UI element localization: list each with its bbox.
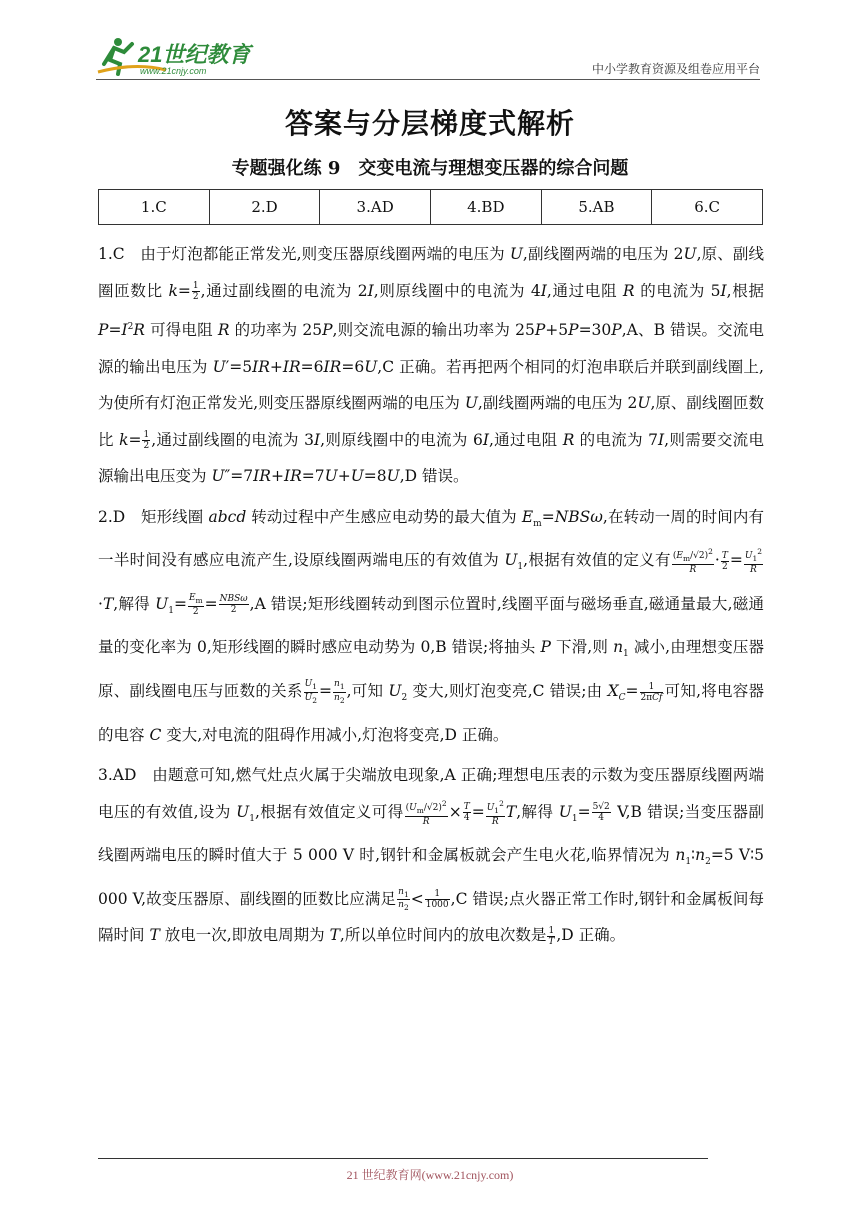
answer-row xyxy=(99,190,763,225)
answer-cell: 6.C xyxy=(652,190,763,225)
solution-body xyxy=(98,236,764,958)
page-subtitle: 专题强化练 9 交变电流与理想变压器的综合问题 xyxy=(231,158,629,179)
svg-text:21世纪教育: 21世纪教育 xyxy=(138,42,251,67)
solution-3: 3.AD 由题意可知,燃气灶点火属于尖端放电现象,A 正确;理想电压表的示数为变压器原线圈两端电压的有效值,设为 $U_1$,根据有效值定义可得 $\frac{(U_m/√2)^2}{R}$ × $\frac{T}{4}$ = $\frac{U_1^2}{R}$ T,解得 $U_1=$ $\frac{5√2}{4}$ V,B 错误;当变压器副线圈两端电压的瞬时值大于 5 000 V 时,钢针和金属板就会产生电火花,临界情况为 $n_1∶n_2=5$ V∶5 000 V,故变压器原、副线圈的匝数比应满足 $\frac{n_1}{n_2}$ < $\frac{1}{1000}$ ,C 错误;点火器正常工作时,钢针和金属板间每隔时间 T 放电一次,即放电周期为 T,所以单位时间内的放电次数是 $\frac{1}{T}$ ,D 正确。 xyxy=(98,766,764,947)
page-header xyxy=(96,34,760,80)
answer-cell: 3.AD xyxy=(320,190,431,225)
page-footer: 21 世纪教育网(www.21cnjy.com) xyxy=(346,1168,514,1182)
solution-2: 2.D 矩形线圈 abcd 转动过程中产生感应电动势的最大值为 $E_m=NBS\omega$,在转动一周的时间内有一半时间没有感应电流产生,设原线圈两端电压的有效值为 $U_1$,根据有效值的定义有 $\frac{(E_m/√2)^2}{R}$ · $\frac{T}{2}$ = $\frac{U_1^2}{R}$ ·T,解得 $U_1=$ $\frac{E_m}{2}$ = $\frac{\text{NBSω}}{2}$ ,A 错误;矩形线圈转动到图示位置时,线圈平面与磁场垂直,磁通量最大,磁通量的变化率为 0,矩形线圈的瞬时感应电动势为 0,B 错误;将抽头 P 下滑,则 $n_1$ 减小,由理想变压器原、副线圈电压与匝数的关系 $\frac{U_1}{U_2}$ = $\frac{n_1}{n_2}$ ,可知 $U_2$ 变大,则灯泡变亮,C 错误;由 $X_C=$ $\frac{1}{\text{2πCf}}$ 可知,将电容器的电容 C 变大,对电流的阻碍作用减小,灯泡将变亮,D 正确。 xyxy=(98,507,765,744)
answer-table xyxy=(98,189,763,225)
answer-cell: 4.BD xyxy=(430,190,541,225)
logo-icon xyxy=(96,34,266,78)
svg-text:www.21cnjy.com: www.21cnjy.com xyxy=(140,66,207,76)
solution-1: 1.C 由于灯泡都能正常发光,则变压器原线圈两端的电压为 U,副线圈两端的电压为 2U,原、副线圈匝数比 k= $\frac{1}{2}$ ,通过副线圈的电流为 2I,则原线圈中的电流为 4I,通过电阻 R 的电流为 5I,根据 $P=I^2R$ 可得电阻 R 的功率为 25P,则交流电源的输出功率为 25P+5P=30P,A、B 错误。交流电源的输出电压为 U′=5IR+IR=6IR=6U,C 正确。若再把两个相同的灯泡串联后并联到副线圈上,为使所有灯泡正常发光,则变压器原线圈两端的电压为 U,副线圈两端的电压为 2U,原、副线圈匝数比 k= $\frac{1}{2}$ ,通过副线圈的电流为 3I,则原线圈中的电流为 6I,通过电阻 R 的电流为 7I,则需要交流电源输出电压变为 U″=7IR+IR=7U+U=8U,D 错误。 xyxy=(98,245,765,486)
header-platform-text: 中小学教育资源及组卷应用平台 xyxy=(591,62,760,76)
logo xyxy=(96,34,266,78)
page-title: 答案与分层梯度式解析 xyxy=(284,107,575,140)
footer-divider xyxy=(98,1158,708,1159)
header-divider xyxy=(96,79,760,80)
answer-cell: 1.C xyxy=(99,190,210,225)
answer-cell: 5.AB xyxy=(541,190,652,225)
answer-cell: 2.D xyxy=(209,190,320,225)
